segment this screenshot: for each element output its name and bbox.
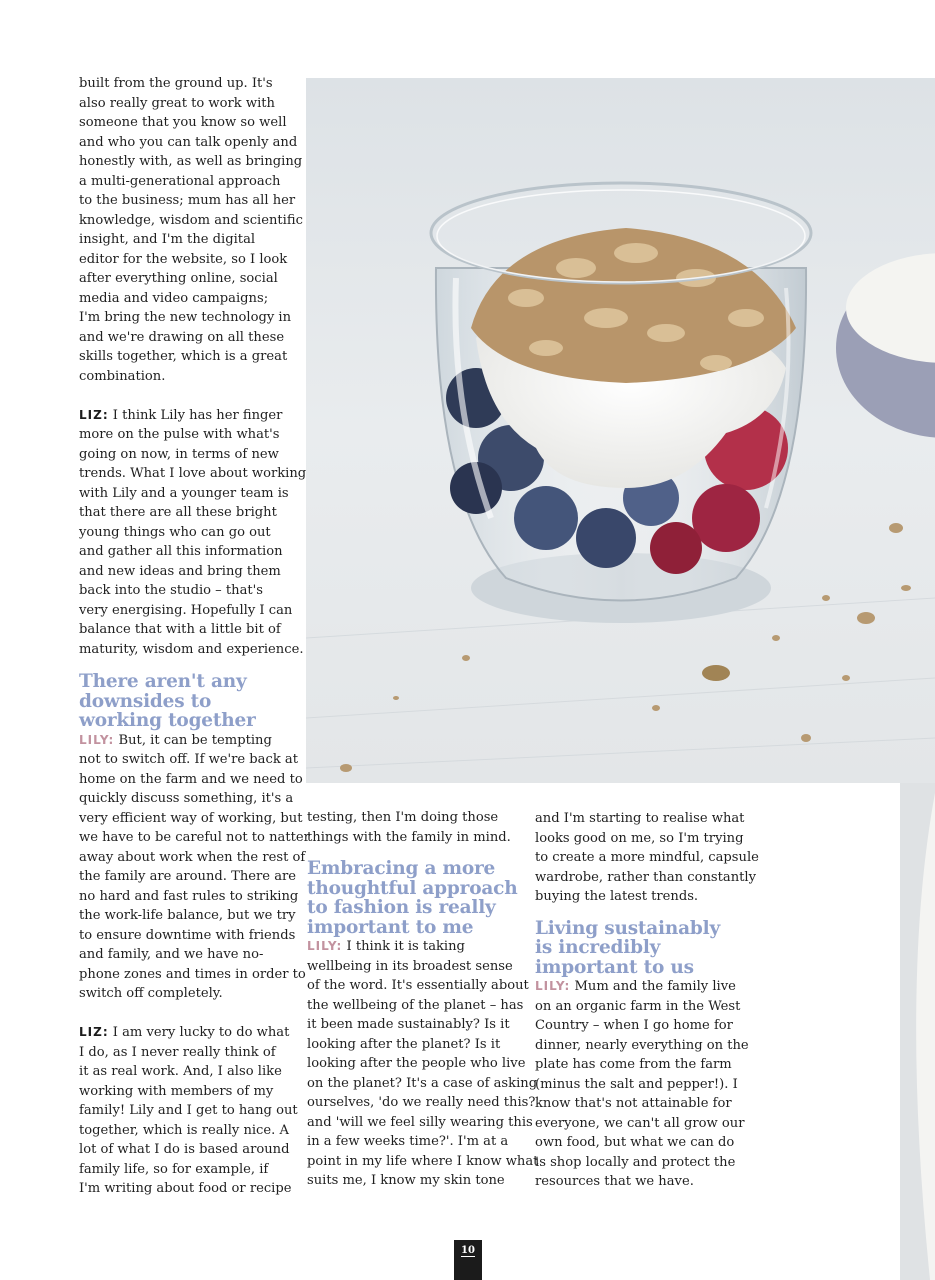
text-line: combination. (79, 368, 166, 384)
text-line: someone that you know so well (79, 115, 287, 130)
text-line: (minus the salt and pepper!). I (535, 1076, 738, 1092)
speaker-label-lily: LILY: (307, 939, 343, 953)
text-line: after everything online, social (79, 271, 278, 286)
text-line: and who you can talk openly and (79, 134, 298, 150)
text-line: of the word. It's essentially about (307, 978, 529, 993)
text-line: I'm writing about food or recipe (79, 1181, 292, 1196)
text-line: things with the family in mind. (307, 829, 511, 845)
heading-line: working together (79, 710, 256, 731)
text-line: wardrobe, rather than constantly (535, 869, 756, 885)
article-column-3 (535, 809, 759, 1192)
paragraph-liz-1 (79, 406, 307, 660)
text-line: I'm bring the new technology in (79, 310, 292, 325)
text-line: very energising. Hopefully I can (79, 602, 293, 618)
text-line: insight, and I'm the digital (79, 232, 256, 247)
text-line (79, 406, 295, 426)
text-line: to create a more mindful, capsule (535, 850, 759, 865)
text-line: the family are around. There are (79, 869, 297, 884)
text-line: a multi-generational approach (79, 173, 281, 189)
text-line: trends. What I love about working (79, 466, 307, 481)
text-line: looks good on me, so I'm trying (535, 830, 744, 846)
text-line: built from the ground up. It's (79, 76, 273, 91)
text-line (79, 1023, 295, 1043)
page-number (454, 1240, 482, 1280)
text-line: with Lily and a younger team is (79, 485, 289, 501)
text-line: own food, but what we can do (535, 1135, 735, 1150)
text-line: buying the latest trends. (535, 889, 699, 904)
text-line: young things who can go out (79, 524, 271, 540)
section-heading-fashion (307, 859, 523, 937)
paragraph-continued (307, 808, 523, 847)
text-line: Country – when I go home for (535, 1018, 733, 1033)
speaker-label-lily: LILY: (535, 979, 571, 993)
heading-line: is incredibly (535, 937, 661, 958)
side-photo-edge (900, 783, 935, 1280)
paragraph-continued (535, 809, 759, 907)
heading-line: to fashion is really (307, 897, 496, 918)
text-line: quickly discuss something, it's a (79, 791, 294, 806)
text-line: honestly with, as well as bringing (79, 154, 303, 169)
text-line: it been made sustainably? Is it (307, 1017, 510, 1032)
text-line: suits me, I know my skin tone (307, 1173, 505, 1188)
paragraph-lily-3 (535, 977, 749, 1192)
text-line: I do, as I never really think of (79, 1044, 276, 1060)
text-line: editor for the website, so I look (79, 251, 288, 267)
text-line (307, 937, 523, 957)
text-line: know that's not attainable for (535, 1096, 732, 1111)
text-line: testing, then I'm doing those (307, 810, 499, 825)
parfait-photo (306, 78, 935, 783)
text-line: and we're drawing on all these (79, 329, 285, 345)
text-line: away about work when the rest of (79, 849, 306, 865)
text-line: looking after the planet? Is it (307, 1036, 501, 1052)
text-line: back into the studio – that's (79, 583, 263, 598)
paragraph-lily-2 (307, 937, 540, 1191)
text-line: everyone, we can't all grow our (535, 1115, 745, 1131)
text-line: balance that with a little bit of (79, 622, 281, 637)
text-line: on the planet? It's a case of asking (307, 1075, 538, 1091)
text-line: also really great to work with (79, 95, 275, 111)
text-line: dinner, nearly everything on the (535, 1037, 749, 1053)
text-line: and 'will we feel silly wearing this (307, 1114, 533, 1130)
text-span: But, it can be tempting (114, 732, 272, 748)
article-column-2 (307, 808, 540, 1191)
page-number-text: 10 (461, 1245, 475, 1256)
text-line: family life, so for example, if (79, 1161, 269, 1177)
section-heading-downsides (79, 672, 295, 731)
paragraph-lily-1 (79, 731, 310, 1004)
text-line: skills together, which is a great (79, 349, 288, 364)
text-line: we have to be careful not to natter (79, 830, 310, 845)
text-line: switch off completely. (79, 986, 223, 1001)
text-span: I think Lily has her finger (108, 407, 283, 423)
text-line: not to switch off. If we're back at (79, 752, 298, 767)
article-column-1 (79, 74, 310, 1199)
text-line: resources that we have. (535, 1174, 694, 1189)
heading-line: downsides to (79, 690, 212, 712)
text-line: media and video campaigns; (79, 290, 269, 306)
text-line: ourselves, 'do we really need this?' (307, 1095, 540, 1110)
text-line: and new ideas and bring them (79, 563, 281, 579)
text-line: that there are all these bright (79, 505, 277, 520)
paragraph-intro-continued (79, 74, 303, 386)
text-line: on an organic farm in the West (535, 998, 741, 1014)
text-line: family! Lily and I get to hang out (79, 1103, 298, 1118)
text-line: phone zones and times in order to (79, 966, 306, 982)
text-line: is shop locally and protect the (535, 1154, 736, 1170)
text-line: and family, and we have no- (79, 947, 264, 962)
heading-line: Embracing a more (307, 858, 496, 879)
speaker-label-liz: LIZ: (79, 407, 109, 422)
text-line: plate has come from the farm (535, 1057, 732, 1072)
text-line: to ensure downtime with friends (79, 927, 296, 943)
text-line: knowledge, wisdom and scientific (79, 212, 303, 228)
text-line: very efficient way of working, but (79, 810, 303, 826)
text-line: the work-life balance, but we try (79, 908, 296, 923)
speaker-label-lily: LILY: (79, 732, 115, 747)
text-line: more on the pulse with what's (79, 427, 280, 442)
text-line: together, which is really nice. A (79, 1122, 289, 1138)
text-line (535, 977, 745, 997)
heading-line: important to us (535, 956, 694, 978)
text-line: working with members of my (79, 1083, 274, 1099)
text-line: in a few weeks time?'. I'm at a (307, 1134, 509, 1149)
heading-line: There aren't any (79, 671, 247, 692)
heading-line: important to me (307, 916, 474, 938)
text-line: it as real work. And, I also like (79, 1064, 282, 1079)
text-line: wellbeing in its broadest sense (307, 958, 513, 974)
text-line: to the business; mum has all her (79, 193, 296, 208)
text-line: point in my life where I know what (307, 1153, 539, 1169)
text-span: I think it is taking (342, 939, 465, 954)
text-span: I am very lucky to do what (108, 1025, 290, 1040)
text-line: looking after the people who live (307, 1056, 526, 1071)
heading-line: Living sustainably (535, 917, 721, 939)
text-line: maturity, wisdom and experience. (79, 641, 304, 657)
text-line: home on the farm and we need to (79, 771, 303, 787)
text-line: and I'm starting to realise what (535, 811, 745, 826)
text-line: no hard and fast rules to striking (79, 888, 299, 904)
text-line: lot of what I do is based around (79, 1142, 290, 1157)
text-line: and gather all this information (79, 544, 283, 559)
paragraph-liz-2 (79, 1023, 298, 1199)
section-heading-sustainably (535, 919, 745, 978)
speaker-label-liz: LIZ: (79, 1025, 109, 1039)
text-line: the wellbeing of the planet – has (307, 997, 524, 1013)
heading-line: thoughtful approach (307, 877, 518, 899)
text-line (79, 731, 295, 751)
text-line: going on now, in terms of new (79, 446, 279, 462)
text-span: Mum and the family live (570, 979, 736, 994)
